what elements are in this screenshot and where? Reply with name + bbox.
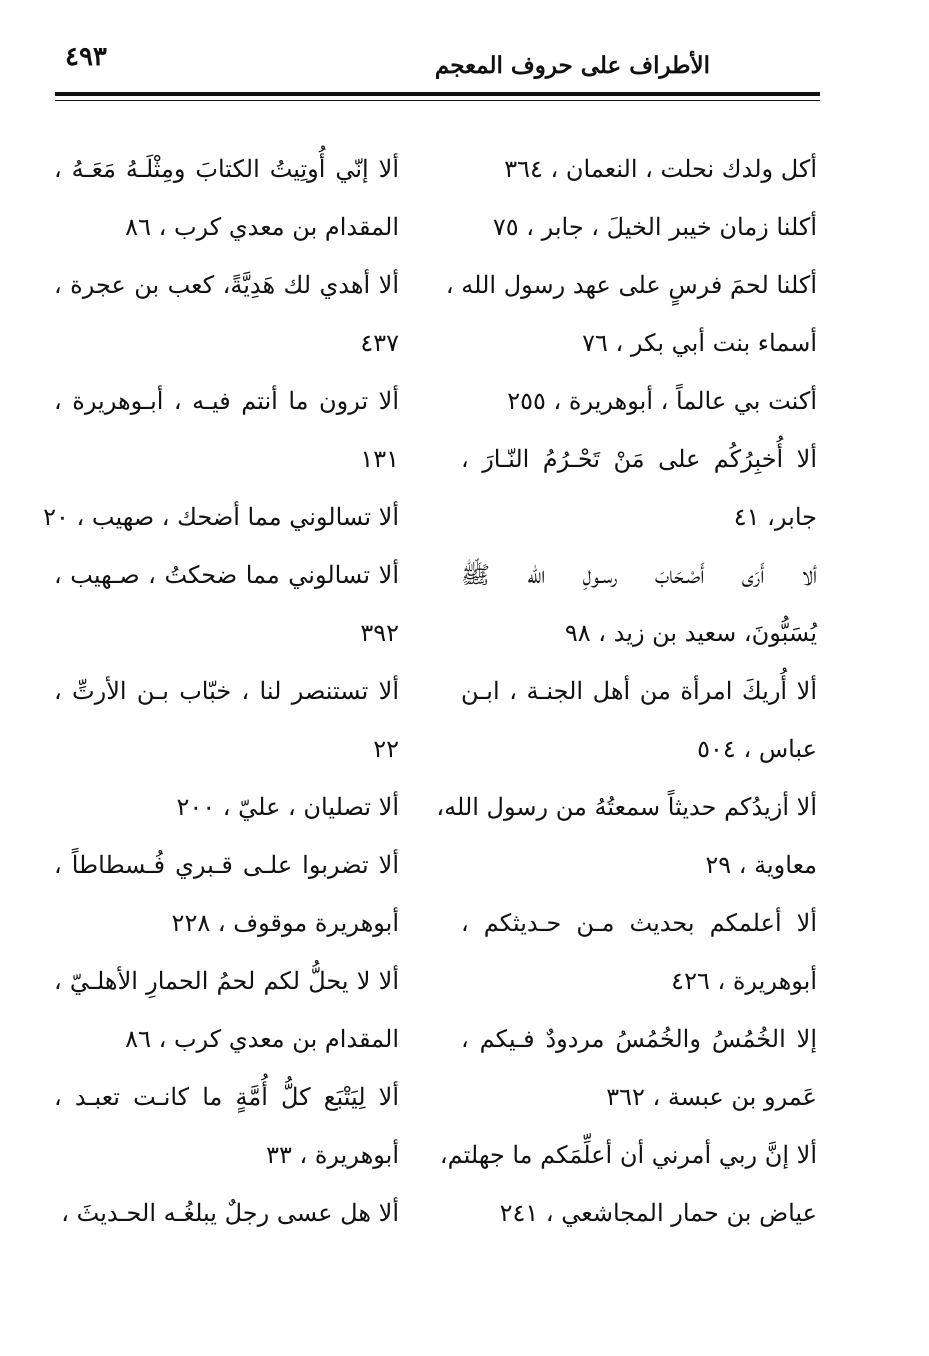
entry-text: ألا أُريكَ امرأة من أهل الجنـة ، ابـن xyxy=(461,677,817,705)
entry-text: ألا تضربوا علـى قـبري فُـسطاطاً ، xyxy=(54,851,399,879)
index-column-right xyxy=(436,140,817,1242)
entry-text: ألا تسالوني مما أضحك ، صهيب ، ٢٠ xyxy=(43,503,399,531)
index-entry xyxy=(436,778,817,894)
index-entry xyxy=(54,662,399,778)
page-number: ٤٩٣ xyxy=(65,42,107,72)
running-title: الأطراف على حروف المعجم xyxy=(434,52,710,79)
entry-narrator-line: ٢٢ xyxy=(373,735,399,763)
index-entry xyxy=(445,256,817,372)
index-entry xyxy=(461,894,817,1010)
entry-text: ألا تستنصر لنا ، خبّاب بـن الأرتِّ ، xyxy=(54,677,399,705)
entry-text: ألا هل عسى رجلٌ يبلغُـه الحـديثَ ، xyxy=(61,1199,399,1227)
entry-text: أكلنا زمان خيبر الخيلَ ، جابر ، ٧٥ xyxy=(492,213,817,241)
entry-narrator-line: عياض بن حمار المجاشعي ، ٢٤١ xyxy=(499,1199,817,1227)
index-entry xyxy=(54,952,399,1068)
entry-narrator-line: المقدام بن معدي كرب ، ٨٦ xyxy=(125,1025,399,1053)
entry-text: أكنت بي عالماً ، أبوهريرة ، ٢٥٥ xyxy=(507,387,817,415)
index-entry xyxy=(54,1184,399,1242)
index-entry xyxy=(461,140,817,198)
index-column-left xyxy=(43,140,399,1242)
entry-narrator-line: المقدام بن معدي كرب ، ٨٦ xyxy=(125,213,399,241)
entry-text: ألا أعلمكم بحديث مـن حـديثكم ، xyxy=(461,909,817,937)
index-entry xyxy=(461,1010,817,1126)
index-entry xyxy=(461,430,817,546)
index-entry xyxy=(461,546,817,662)
index-entry xyxy=(439,1126,817,1242)
header-rule-thin xyxy=(55,100,820,101)
index-entry xyxy=(54,140,399,256)
entry-narrator-line: ٤٣٧ xyxy=(360,329,399,357)
index-entry xyxy=(54,836,399,952)
index-entry xyxy=(54,256,399,372)
entry-text: ألا لِيَتْبَع كلُّ أُمَّةٍ ما كانـت تعبـد ، xyxy=(54,1083,399,1111)
entry-narrator-line: أبوهريرة موقوف ، ٢٢٨ xyxy=(171,909,399,937)
entry-narrator-line: عباس ، ٥٠٤ xyxy=(697,735,817,763)
entry-text: ألا إنَّ ربي أمرني أن أعلِّمَكم ما جهلتم، xyxy=(439,1141,817,1169)
entry-text: ألا تصليان ، عليّ ، ٢٠٠ xyxy=(176,793,399,821)
entry-narrator-line: جابر، ٤١ xyxy=(733,503,817,531)
index-entry xyxy=(461,662,817,778)
entry-text: ألا ترون ما أنتم فيـه ، أبـوهريرة ، xyxy=(54,387,399,415)
index-entry xyxy=(461,198,817,256)
entry-narrator-line: أبوهريرة ، ٣٣ xyxy=(266,1141,399,1169)
entry-text: ألا أُخبِرُكُم على مَنْ تَحْـرُمُ النّـارَ ، xyxy=(461,445,817,473)
entry-text: أكلنا لحمَ فرسٍ على عهد رسول الله ، xyxy=(445,271,817,299)
entry-text: أكل ولدك نحلت ، النعمان ، ٣٦٤ xyxy=(504,155,817,183)
entry-narrator-line: ١٣١ xyxy=(360,445,399,473)
page-header xyxy=(55,40,820,90)
index-entry xyxy=(461,372,817,430)
entry-narrator-line: أبوهريرة ، ٤٢٦ xyxy=(671,967,817,995)
entry-text: ألا أَرَى أَصْـحَابَ رسـولِ الله ﷺ xyxy=(461,561,817,589)
entry-text: ألا لا يحلُّ لكم لحمُ الحمارِ الأهلـيّ ، xyxy=(54,967,399,995)
entry-text: ألا أزيدُكم حديثاً سمعتُهُ من رسول الله، xyxy=(436,793,817,821)
entry-narrator-line: أسماء بنت أبي بكر ، ٧٦ xyxy=(582,329,817,357)
entry-text: إلا الخُمُسُ والخُمُسُ مردودٌ فـيكم ، xyxy=(461,1025,817,1053)
index-entry xyxy=(43,488,399,546)
index-entry xyxy=(54,778,399,836)
index-entry xyxy=(54,1068,399,1184)
entry-narrator-line: ٣٩٢ xyxy=(360,619,399,647)
index-entry xyxy=(54,546,399,662)
entry-text: ألا إنّي أُوتِيتُ الكتابَ ومِثْلَـهُ مَعَـهُ ، xyxy=(54,155,399,183)
entry-narrator-line: عَمرو بن عبسة ، ٣٦٢ xyxy=(606,1083,817,1111)
entry-narrator-line: يُسَبُّونَ، سعيد بن زيد ، ٩٨ xyxy=(564,619,817,647)
entry-narrator-line: معاوية ، ٢٩ xyxy=(705,851,817,879)
header-rule-thick xyxy=(55,92,820,96)
entry-text: ألا أهدي لك هَدِيَّةً، كعب بن عجرة ، xyxy=(54,271,399,299)
index-entry xyxy=(54,372,399,488)
entry-text: ألا تسالوني مما ضحكتُ ، صـهيب ، xyxy=(54,561,399,589)
